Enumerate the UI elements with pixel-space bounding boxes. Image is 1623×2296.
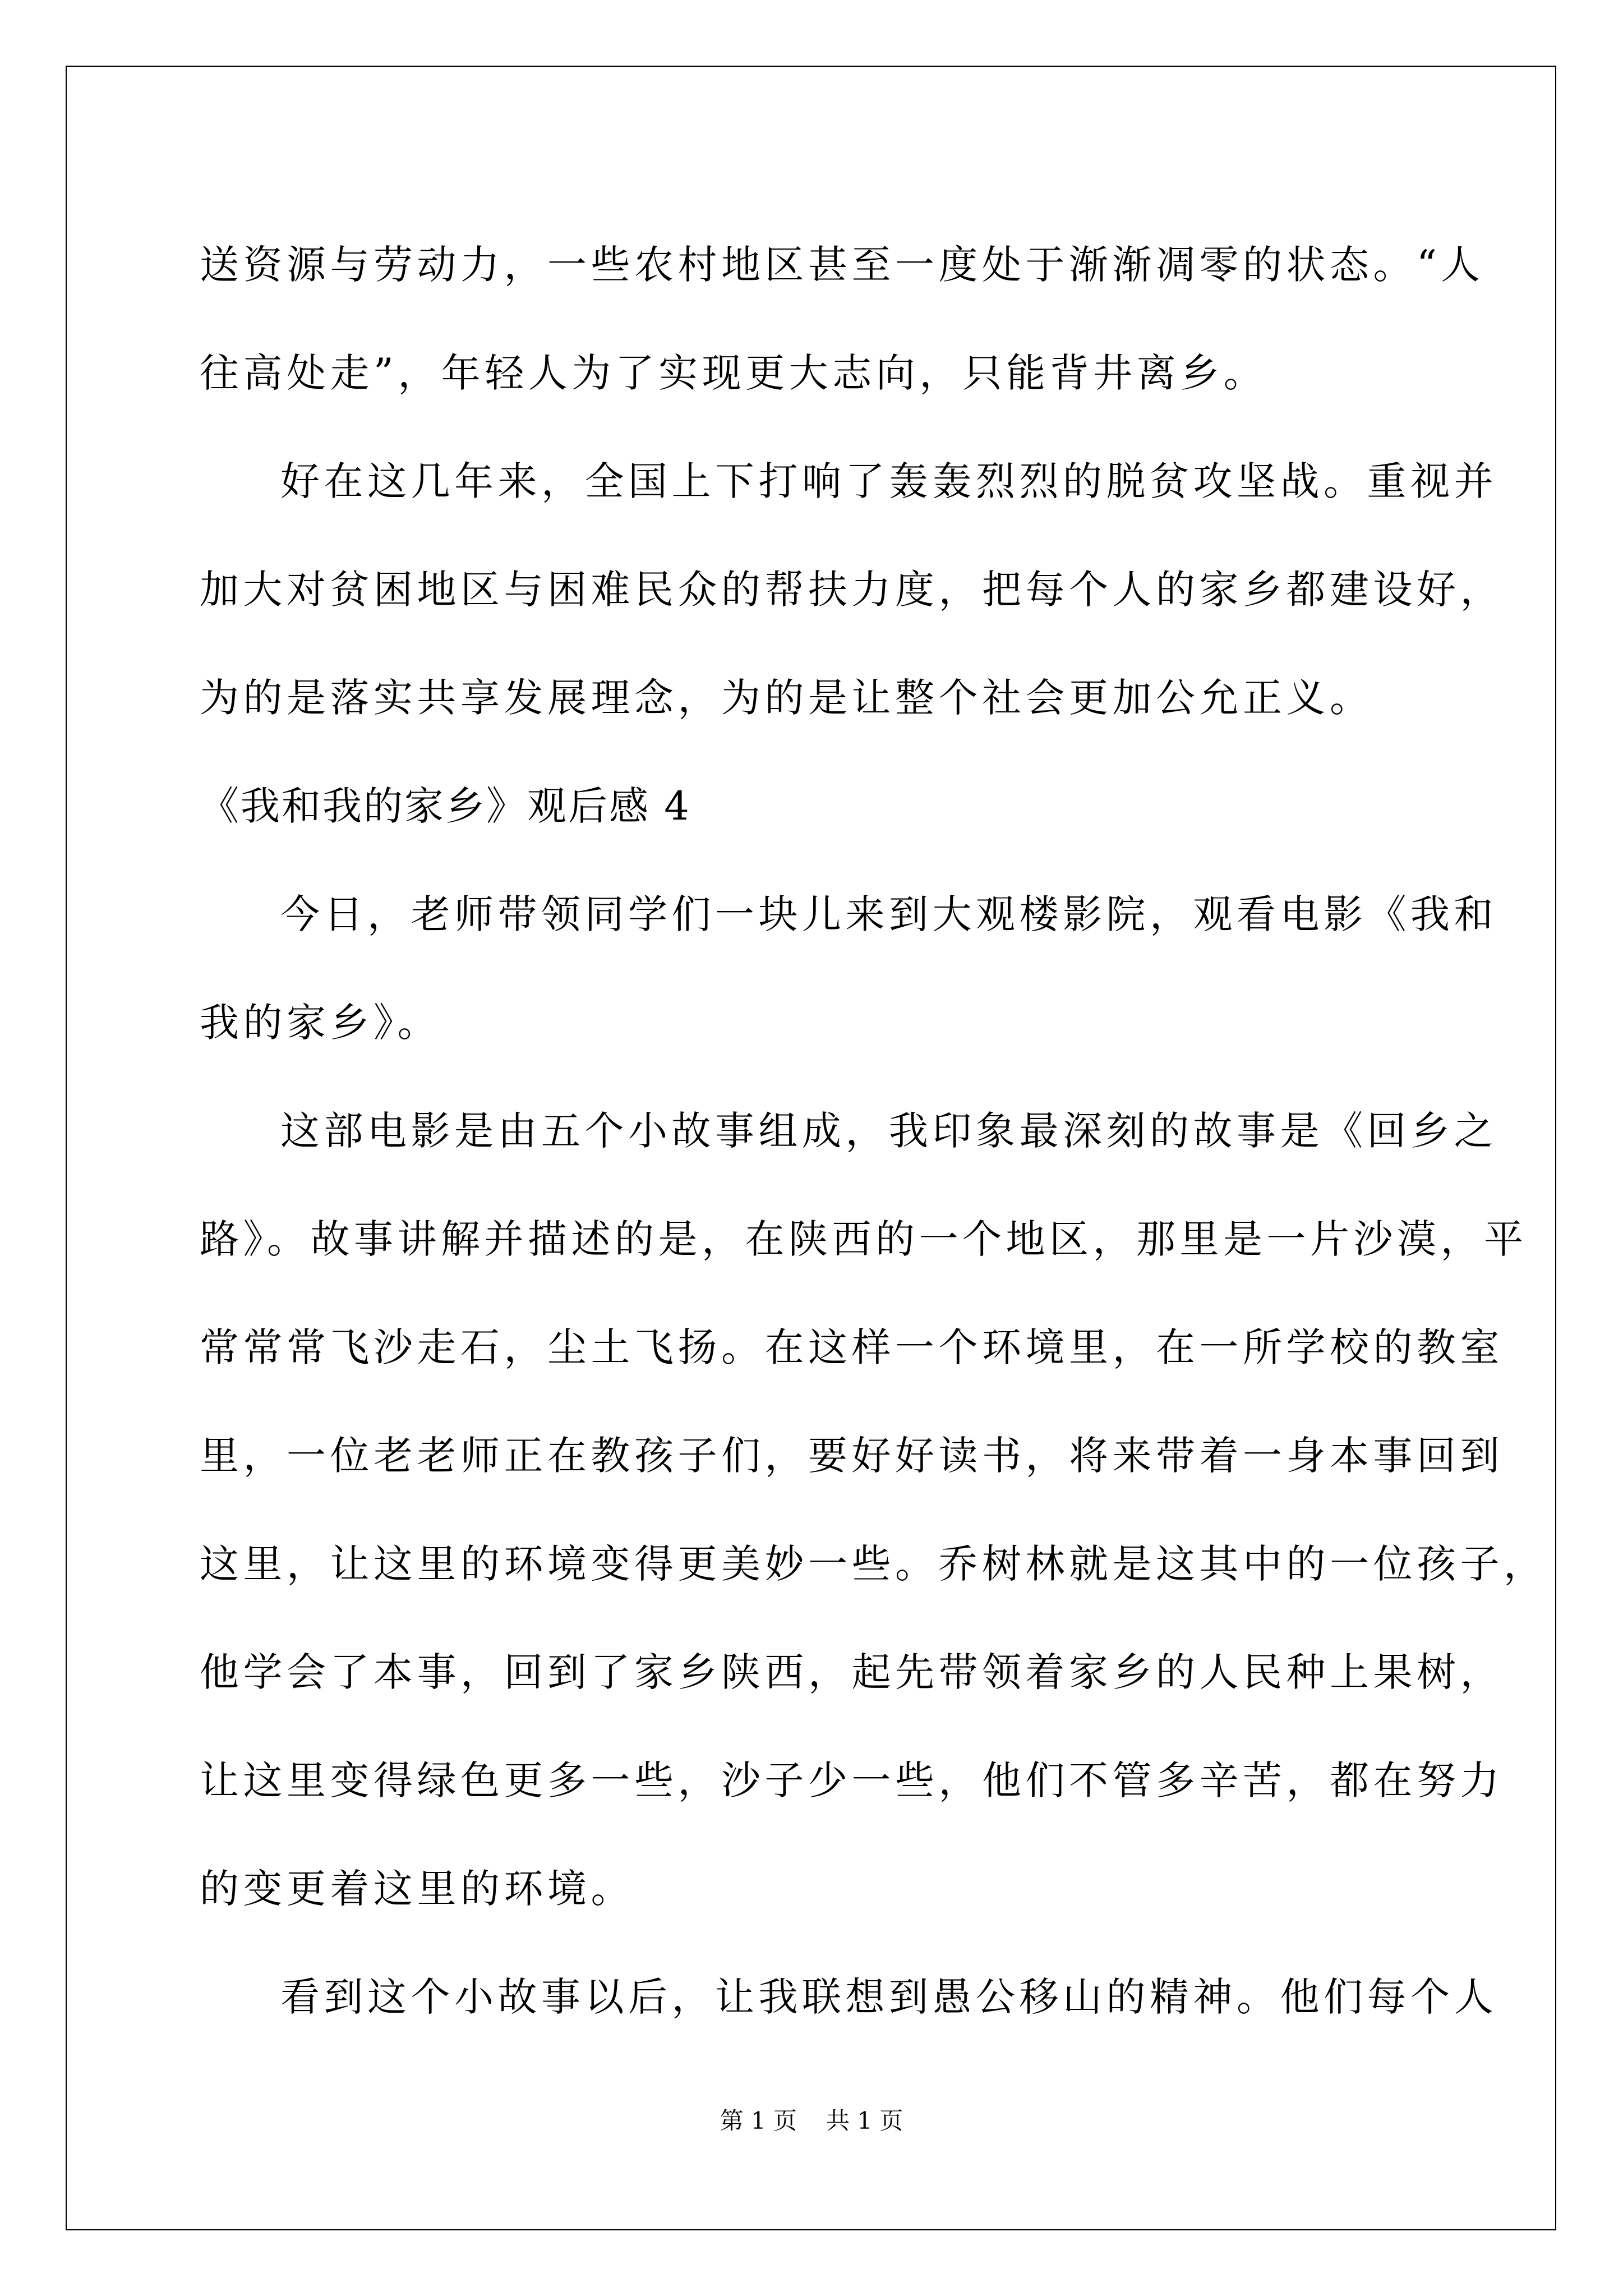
text-line: 为的是落实共享发展理念，为的是让整个社会更加公允正义。 (200, 675, 1373, 721)
paragraph-start-line: 这部电影是由五个小故事组成，我印象最深刻的故事是《回乡之 (280, 1108, 1497, 1154)
page-number-current: 第 1 页 (720, 2107, 797, 2134)
text-line: 路》。故事讲解并描述的是，在陕西的一个地区，那里是一片沙漠，平 (200, 1216, 1528, 1262)
paragraph-start-line: 今日，老师带领同学们一块儿来到大观楼影院，观看电影《我和 (280, 891, 1497, 937)
text-line: 让这里变得绿色更多一些，沙子少一些，他们不管多辛苦，都在努力 (200, 1757, 1504, 1803)
paragraph-start-line: 好在这几年来，全国上下打响了轰轰烈烈的脱贫攻坚战。重视并 (280, 458, 1497, 504)
text-line: 送资源与劳动力，一些农村地区甚至一度处于渐渐凋零的状态。“人 (200, 242, 1484, 288)
section-heading: 《我和我的家乡》观后感 4 (200, 783, 691, 829)
page-footer (0, 2102, 1623, 2136)
text-line: 他学会了本事，回到了家乡陕西，起先带领着家乡的人民种上果树， (200, 1649, 1504, 1695)
text-line: 往高处走”，年轻人为了实现更大志向，只能背井离乡。 (200, 350, 1267, 396)
text-line: 的变更着这里的环境。 (200, 1866, 634, 1912)
document-body (200, 211, 1547, 2051)
text-line: 这里，让这里的环境变得更美妙一些。乔树林就是这其中的一位孩子， (200, 1541, 1547, 1587)
paragraph-start-line: 看到这个小故事以后，让我联想到愚公移山的精神。他们每个人 (280, 1974, 1497, 2020)
text-line: 常常常飞沙走石，尘土飞扬。在这样一个环境里，在一所学校的教室 (200, 1324, 1504, 1370)
page-number-total: 共 1 页 (826, 2107, 903, 2134)
text-line: 加大对贫困地区与困难民众的帮扶力度，把每个人的家乡都建设好， (200, 567, 1504, 613)
text-line: 里，一位老老师正在教孩子们，要好好读书，将来带着一身本事回到 (200, 1433, 1504, 1479)
text-line: 我的家乡》。 (200, 1000, 441, 1046)
